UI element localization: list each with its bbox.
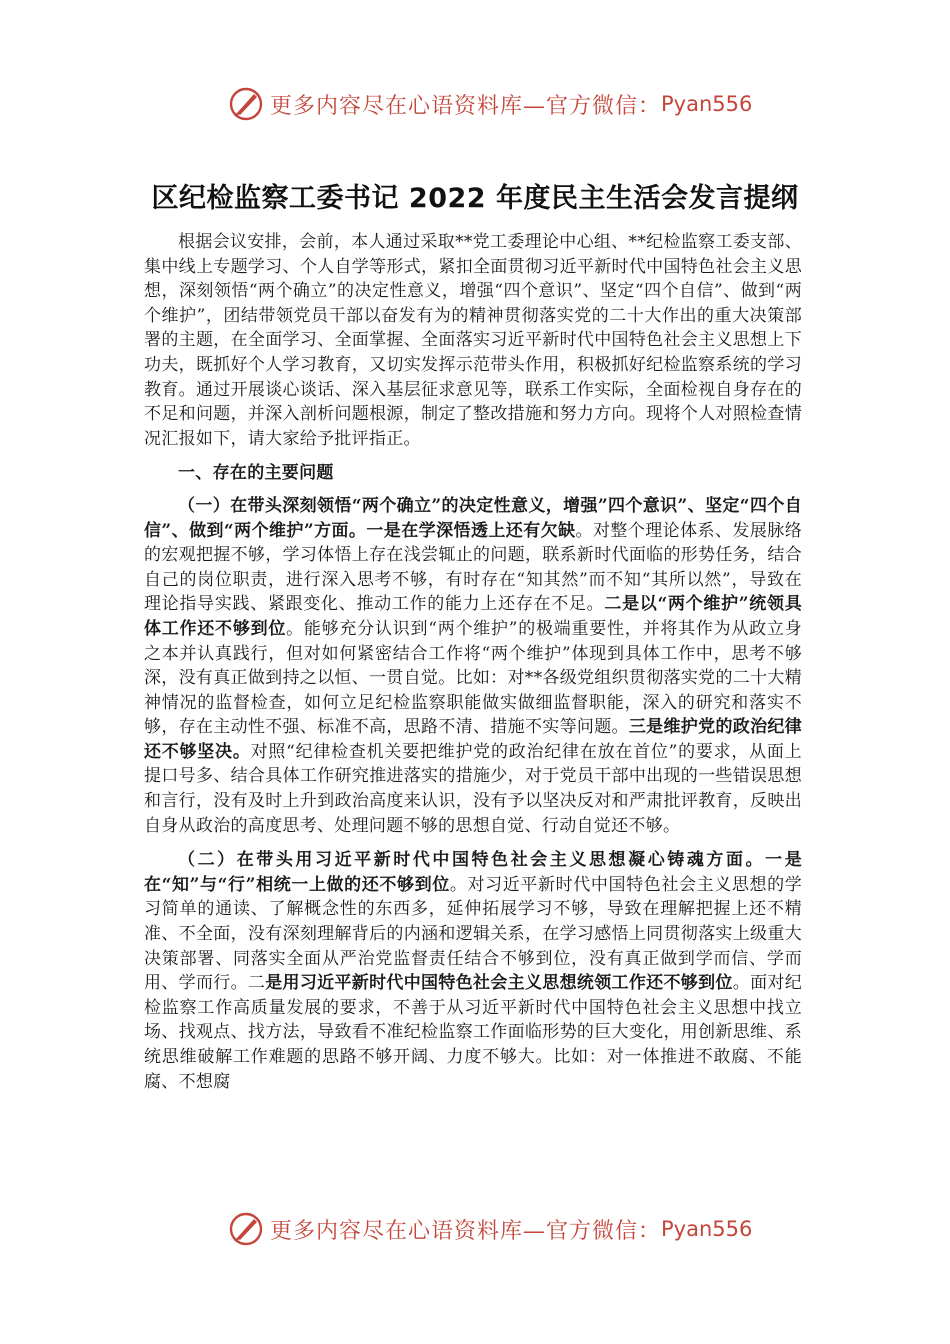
document-title: 区纪检监察工委书记 2022 年度民主生活会发言提纲 [151,183,799,214]
point-text: 。面对纪检监察工作高质量发展的要求，不善于从习近平新时代中国特色社会主义思想中找立场、找观点、找方法，导致看不准纪检监察工作面临形势的巨大变化，用创新思维、系统思维破解工作难题的思路不够开阔、力度不够大。比如：对一体推进不敢腐、不能腐、不想腐 [144,973,802,1092]
paragraph-heading: （一）在带头深刻领悟“两个确立”的决定性意义，增强”四个意识”、坚定“四个自信”、做到“两个维护”方面。 [144,495,802,541]
point-text: 。对习近平新时代中国特色社会主义思想的学习简单的通读、了解概念性的东西多，延伸拓展学习不够，导致在理解把握上还不精准、不全面，没有深刻理解背后的内涵和逻辑关系，在学习感悟上同贯彻落实上级重大决策部署、同落实全面从严治党监督责任结合不够到位，没有真正做到学而信、学而用、学而行。二 [144,874,802,994]
quill-logo-icon [228,1211,264,1247]
quill-logo-icon [228,86,264,122]
point-text: 。能够充分认识到“两个维护”的极端重要性，并将其作为从政立身之本并认真践行，但对如何紧密结合工作将“两个维护”体现到具体工作中，思考不够深，没有真正做到持之以恒、一贯自觉。比如：对**各级党组织贯彻落实党的二十大精神情况的监督检查，如何立足纪检监察职能做实做细监督职能，深入的研究和落实不够，存在主动性不强、标准不高，思路不清、措施不实等问题。 [144,618,802,738]
point-heading: 一是在学深悟透上还有欠缺 [366,520,576,541]
banner-wechat-id: Pyan556 [661,1217,753,1241]
point-heading: 二是以“两个维护”统领具体工作还不够到位 [144,594,802,639]
point-text: 。对整个理论体系、发展脉络的宏观把握不够，学习体悟上存在浅尝辄止的问题，联系新时代面临的形势任务，结合自己的岗位职责，进行深入思考不够，有时存在“知其然”而不知“其所以然”，导致在理论指导实践、紧跟变化、推动工作的能力上还存在不足。 [144,520,802,615]
banner-text: 更多内容尽在心语资料库—官方微信： [270,93,662,119]
problem-paragraph-2 [144,848,802,1094]
paragraph-heading: （二）在带头用习近平新时代中国特色社会主义思想凝心铸魂方面。一是在“知”与“行”相统一上做的还不够到位 [144,850,802,895]
point-text: 对照“纪律检查机关要把维护党的政治纪律在放在首位”的要求，从面上提口号多、结合具体工作研究推进落实的措施少，对于党员干部中出现的一些错误思想和言行，没有及时上升到政治高度来认识，没有予以坚决反对和严肃批评教育，反映出自身从政治的高度思考、处理问题不够的思想自觉、行动自觉还不够。 [144,741,802,836]
point-heading: 三是维护党的政治纪律还不够坚决。 [144,717,803,762]
point-heading: 是用习近平新时代中国特色社会主义思想统领工作还不够到位 [265,973,733,994]
footer-banner [228,1209,752,1249]
problem-paragraph-1 [144,494,802,838]
intro-paragraph: 根据会议安排，会前，本人通过采取**党工委理论中心组、**纪检监察工委支部、集中线上专题学习、个人自学等形式，紧扣全面贯彻习近平新时代中国特色社会主义思想，深刻领悟“两个确立”的决定性意义，增强“四个意识”、坚定“四个自信”、做到“两个维护”，团结带领党员干部以奋发有为的精神贯彻落实党的二十大作出的重大决策部署的主题，在全面学习、全面掌握、全面落实习近平新时代中国特色社会主义思想上下功夫，既抓好个人学习教育，又切实发挥示范带头作用，积极抓好纪检监察系统的学习教育。通过开展谈心谈话、深入基层征求意见等，联系工作实际，全面检视自身存在的不足和问题，并深入剖析问题根源，制定了整改措施和努力方向。现将个人对照检查情况汇报如下，请大家给予批评指正。 [144,232,802,449]
banner-wechat-id: Pyan556 [661,92,753,116]
document-body [144,230,802,1094]
section-heading: 一、存在的主要问题 [178,463,334,484]
banner-text: 更多内容尽在心语资料库—官方微信： [270,1218,662,1244]
header-banner [228,84,752,124]
